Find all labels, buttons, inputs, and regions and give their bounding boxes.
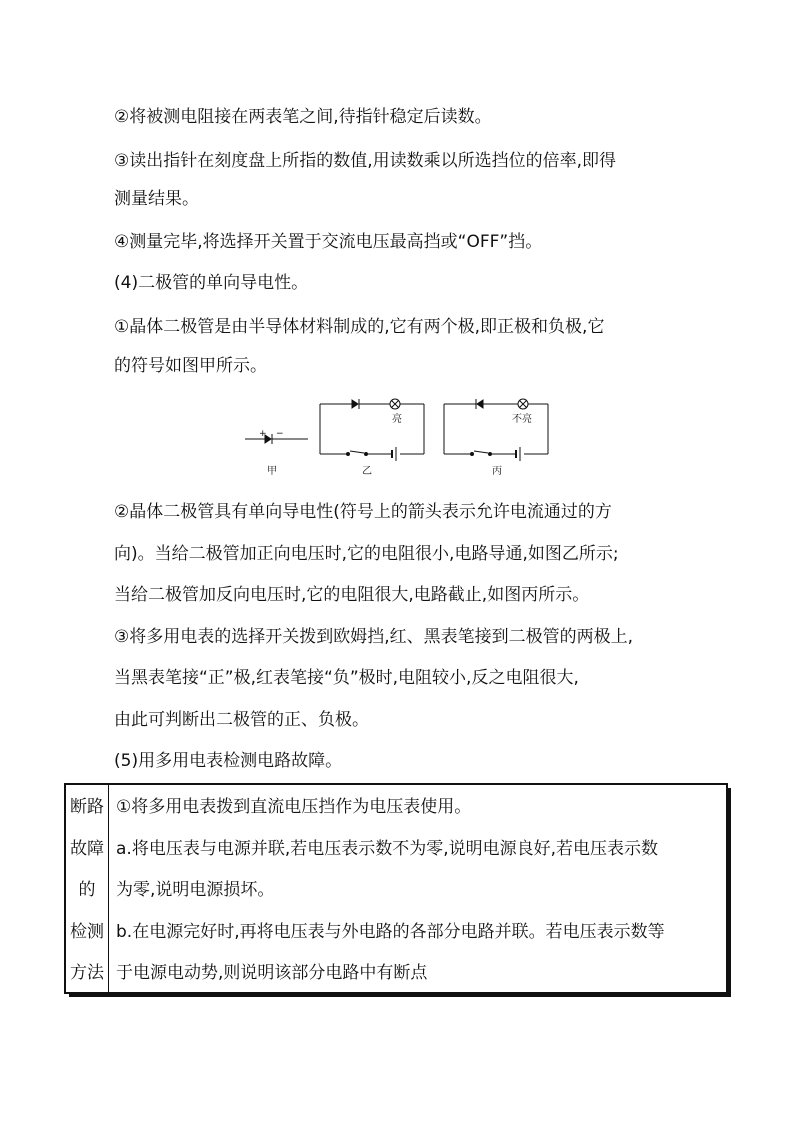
table-header-2: 故障 bbox=[70, 839, 104, 859]
body-line-2: ③读出指针在刻度盘上所指的数值,用读数乘以所选挡位的倍率,即得 bbox=[114, 151, 617, 171]
section-4-heading: (4)二极管的单向导电性。 bbox=[114, 273, 309, 293]
circuit-yi bbox=[320, 399, 424, 461]
section-5-heading: (5)用多用电表检测电路故障。 bbox=[114, 751, 343, 771]
table-header-3: 的 bbox=[78, 880, 96, 900]
table-header-5: 方法 bbox=[70, 963, 104, 983]
body-line-10: 当给二极管加反向电压时,它的电阻很大,电路截止,如图丙所示。 bbox=[114, 585, 590, 605]
table-content-line-4: b.在电源完好时,再将电压表与外电路的各部分电路并联。若电压表示数等 bbox=[116, 922, 665, 942]
label-bing: 丙 bbox=[492, 466, 502, 477]
body-line-4: ④测量完毕,将选择开关置于交流电压最高挡或“OFF”挡。 bbox=[114, 232, 543, 252]
lamp-off-label: 不亮 bbox=[512, 414, 532, 425]
diode-circuit-diagram bbox=[240, 398, 560, 480]
body-line-11: ③将多用电表的选择开关拨到欧姆挡,红、黑表笔接到二极管的两极上, bbox=[114, 627, 634, 647]
minus-sign: − bbox=[276, 429, 284, 439]
table-content-line-2: a.将电压表与电源并联,若电压表示数不为零,说明电源良好,若电压表示数 bbox=[116, 839, 659, 859]
body-line-13: 由此可判断出二极管的正、负极。 bbox=[114, 710, 369, 730]
body-line-9: 向)。当给二极管加正向电压时,它的电阻很小,电路导通,如图乙所示; bbox=[114, 544, 619, 564]
table-content-line-1: ①将多用电表拨到直流电压挡作为电压表使用。 bbox=[116, 797, 472, 817]
body-line-8: ②晶体二极管具有单向导电性(符号上的箭头表示允许电流通过的方 bbox=[114, 502, 612, 522]
label-jia: 甲 bbox=[267, 466, 277, 477]
table-shadow-bottom bbox=[69, 994, 731, 997]
circuit-bing bbox=[444, 399, 548, 461]
table-column-divider bbox=[108, 785, 109, 992]
table-header-4: 检测 bbox=[70, 922, 104, 942]
body-line-7: 的符号如图甲所示。 bbox=[114, 356, 267, 376]
lamp-on-label: 亮 bbox=[392, 414, 402, 425]
table-header-1: 断路 bbox=[70, 797, 104, 817]
table-content-line-5: 于电源电动势,则说明该部分电路中有断点 bbox=[116, 963, 428, 983]
table-content-line-3: 为零,说明电源损坏。 bbox=[116, 880, 275, 900]
plus-sign: + bbox=[259, 429, 267, 439]
table-shadow-right bbox=[728, 788, 731, 997]
circuit-fault-table bbox=[64, 783, 728, 994]
body-line-1: ②将被测电阻接在两表笔之间,待指针稳定后读数。 bbox=[114, 107, 492, 127]
body-line-3: 测量结果。 bbox=[114, 189, 199, 209]
body-line-12: 当黑表笔接“正”极,红表笔接“负”极时,电阻较小,反之电阻很大, bbox=[114, 668, 579, 688]
label-yi: 乙 bbox=[362, 466, 372, 477]
body-line-6: ①晶体二极管是由半导体材料制成的,它有两个极,即正极和负极,它 bbox=[114, 317, 605, 337]
